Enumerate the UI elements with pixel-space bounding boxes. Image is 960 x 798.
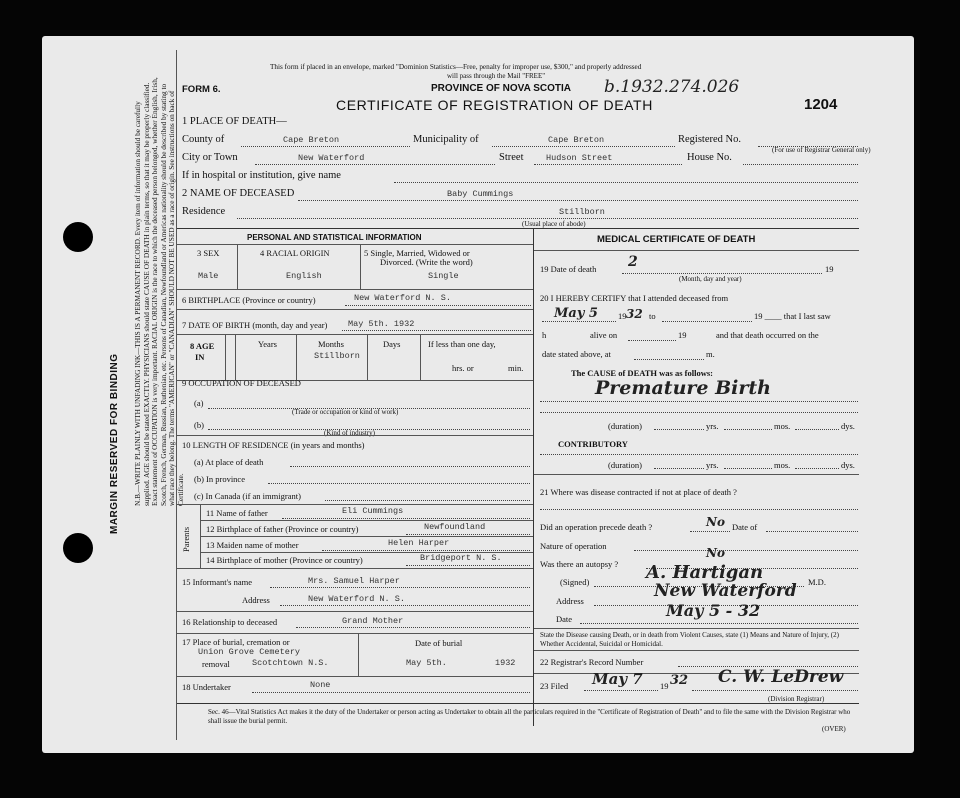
- operation-label: Did an operation precede death ?: [540, 522, 653, 532]
- autopsy-label: Was there an autopsy ?: [540, 559, 619, 569]
- contrib-duration: (duration): [608, 460, 642, 470]
- physician-signature: A. Hartigan: [646, 562, 764, 583]
- street-label: Street: [499, 152, 524, 163]
- binding-hole-bottom: [63, 533, 93, 563]
- over-label: (OVER): [822, 725, 846, 733]
- certify-label: 20 I HEREBY CERTIFY that I attended deceased from: [540, 293, 729, 303]
- residence-value: Stillborn: [559, 207, 605, 217]
- undertaker-label: 18 Undertaker: [182, 682, 231, 692]
- city-value: New Waterford: [298, 153, 365, 163]
- province-heading: PROVINCE OF NOVA SCOTIA: [431, 83, 572, 94]
- parents-label: Parents: [181, 526, 191, 552]
- registrar-signature: C. W. LeDrew: [718, 667, 844, 687]
- sex-value: Male: [198, 271, 219, 281]
- cause-duration: (duration): [608, 421, 642, 431]
- racial-origin-label: 4 RACIAL ORIGIN: [260, 248, 330, 258]
- county-value: Cape Breton: [283, 135, 340, 145]
- informant-address-label: Address: [242, 595, 270, 605]
- informant-address-value: New Waterford N. S.: [308, 594, 405, 604]
- burial-year-value: 1932: [495, 658, 516, 668]
- occupation-a-note: (Trade or occupation or kind of work): [292, 408, 399, 416]
- operation-date-label: Date of: [732, 522, 758, 532]
- page-title: CERTIFICATE OF REGISTRATION OF DEATH: [336, 97, 653, 113]
- contrib-mos: mos.: [774, 460, 791, 470]
- burial-place-value-2: Scotchtown N.S.: [252, 658, 329, 668]
- age-hrs-label: hrs. or: [452, 363, 474, 373]
- undertaker-value: None: [310, 680, 331, 690]
- alive-19: 19: [678, 330, 687, 340]
- municipality-label: Municipality of: [413, 134, 479, 145]
- md-label: M.D.: [808, 577, 826, 587]
- m-label: m.: [706, 349, 715, 359]
- date-stated-label: date stated above, at: [542, 349, 611, 359]
- mother-birthplace-value: Bridgeport N. S.: [420, 553, 502, 563]
- filed-date-value: May 7: [592, 670, 643, 688]
- age-years-header: Years: [258, 339, 277, 349]
- mother-name-value: Helen Harper: [388, 538, 450, 548]
- date-of-death-value: 2: [628, 254, 638, 270]
- father-name-value: Eli Cummings: [342, 506, 404, 516]
- deceased-name-value: Baby Cummings: [447, 189, 514, 199]
- mother-birthplace-label: 14 Birthplace of mother (Province or country): [206, 555, 363, 565]
- date-of-death-note: (Month, day and year): [679, 275, 742, 283]
- attended-from-year: 32: [626, 307, 643, 321]
- date-of-death-19: 19: [825, 264, 834, 274]
- occupation-a: (a): [194, 398, 204, 408]
- burial-place-value-1: Union Grove Cemetery: [198, 647, 301, 657]
- contrib-yrs: yrs.: [706, 460, 719, 470]
- filed-19: 19: [660, 681, 669, 691]
- occupation-b: (b): [194, 420, 204, 430]
- burial-place-label-2: removal: [202, 659, 230, 669]
- cause-of-death-label: The CAUSE of DEATH was as follows:: [571, 368, 713, 378]
- deceased-name-label: 2 NAME OF DECEASED: [182, 188, 295, 199]
- last-saw-label: 19 ____ that I last saw: [754, 311, 831, 321]
- municipality-value: Cape Breton: [548, 135, 605, 145]
- filed-label: 23 Filed: [540, 681, 569, 691]
- alive-on-label: alive on: [590, 330, 618, 340]
- cause-yrs: yrs.: [706, 421, 719, 431]
- medical-header: MEDICAL CERTIFICATE OF DEATH: [597, 234, 756, 245]
- margin-instructions: N.B.—WRITE PLAINLY WITH UNFADING INK—THIS IS A PERMANENT RECORD. Every item of information should be carefully supplied. AGE should be stated EXACTLY. PHYSICIANS should state CAUSE OF DEATH in plain terms, so that it may be properly classified. Exact statement of OCCUPATION is very important. RACIAL ORIGIN is the race to which the deceased person belonged, whether English, Irish, Scotch, French, German, Russian, Ruthenian, etc. Persons of Canadian, Newfoundland or Americas nationality should be described by stating to what race they belong. The terms "AMERICAN" or "CANADIAN" SHOULD NOT BE USED as a race of origin. See instructions on back of Certificate.: [133, 77, 185, 506]
- margin-title: MARGIN RESERVED FOR BINDING: [109, 353, 120, 534]
- county-label: County of: [182, 134, 225, 145]
- notice-line-1: This form if placed in an envelope, marked "Dominion Statistics—Free, penalty for improper use, $300," and properly addressed: [270, 63, 642, 71]
- certificate-paper: [42, 36, 914, 753]
- dob-label: 7 DATE OF BIRTH (month, day and year): [182, 320, 328, 330]
- registrar-use-note: (For use of Registrar General only): [772, 146, 871, 154]
- alive-h: h: [542, 330, 547, 340]
- alive-rest: and that death occurred on the: [716, 330, 819, 340]
- age-label-2: IN: [195, 352, 205, 362]
- birthplace-value: New Waterford N. S.: [354, 293, 451, 303]
- father-name-label: 11 Name of father: [206, 508, 268, 518]
- notice-line-2: will pass through the Mail "FREE": [447, 72, 546, 80]
- marital-label-2: Divorced. (Write the word): [380, 257, 473, 267]
- father-birthplace-label: 12 Birthplace of father (Province or country): [206, 524, 359, 534]
- sec-46-notice: Sec. 46—Vital Statistics Act makes it the duty of the Undertaker or person acting as Undertaker to obtain all the particulars required in the "Certificate of Registration of Death" and to file the same with the Division Registrar who shall issue the burial permit.: [208, 708, 851, 725]
- occupation-label: 9 OCCUPATION OF DECEASED: [182, 378, 301, 388]
- binding-hole-top: [63, 222, 93, 252]
- burial-date-label: Date of burial: [415, 638, 463, 648]
- certification-date-label: Date: [556, 614, 573, 624]
- disease-contracted-label: 21 Where was disease contracted if not at place of death ?: [540, 487, 737, 497]
- physician-address-value: New Waterford: [654, 581, 797, 601]
- racial-origin-value: English: [286, 271, 322, 281]
- father-birthplace-value: Newfoundland: [424, 522, 486, 532]
- division-registrar-note: (Division Registrar): [768, 695, 825, 703]
- mother-name-label: 13 Maiden name of mother: [206, 540, 299, 550]
- column-divider: [533, 228, 534, 726]
- form-number: FORM 6.: [182, 84, 221, 95]
- attended-from-date: May 5: [554, 306, 598, 321]
- registrar-record-label: 22 Registrar's Record Number: [540, 657, 644, 667]
- birthplace-label: 6 BIRTHPLACE (Province or country): [182, 295, 316, 305]
- cause-of-death-value: Premature Birth: [595, 377, 771, 399]
- operation-value: No: [706, 515, 725, 529]
- street-value: Hudson Street: [546, 153, 613, 163]
- burial-place-label-1: 17 Place of burial, cremation or: [182, 637, 290, 647]
- age-value: Stillborn: [314, 351, 360, 361]
- attended-to-label: to: [649, 311, 656, 321]
- physician-address-label: Address: [556, 596, 584, 606]
- place-of-death-label: 1 PLACE OF DEATH—: [182, 116, 287, 127]
- residence-in-canada: (c) In Canada (if an immigrant): [194, 491, 301, 501]
- informant-name-label: 15 Informant's name: [182, 577, 252, 587]
- age-min-label: min.: [508, 363, 524, 373]
- margin-divider: [176, 50, 177, 740]
- burial-date-value: May 5th.: [406, 658, 447, 668]
- occupation-b-note: (Kind of industry): [324, 429, 375, 437]
- city-label: City or Town: [182, 152, 238, 163]
- marital-label-1: 5 Single, Married, Widowed or: [364, 248, 470, 258]
- age-label-1: 8 AGE: [190, 341, 215, 351]
- cause-dys: dys.: [841, 421, 855, 431]
- contributory-label: CONTRIBUTORY: [558, 439, 628, 449]
- attended-from-19: 19: [618, 311, 627, 321]
- dob-value: May 5th. 1932: [348, 319, 415, 329]
- age-less-label: If less than one day,: [428, 339, 496, 349]
- signed-label: (Signed): [560, 577, 590, 587]
- hospital-label: If in hospital or institution, give name: [182, 170, 341, 181]
- residence-length-label: 10 LENGTH OF RESIDENCE (in years and months): [182, 440, 365, 450]
- age-days-header: Days: [383, 339, 401, 349]
- marital-value: Single: [428, 271, 459, 281]
- cause-mos: mos.: [774, 421, 791, 431]
- age-months-header: Months: [318, 339, 344, 349]
- residence-label: Residence: [182, 206, 226, 217]
- residence-in-province: (b) In province: [194, 474, 245, 484]
- contrib-dys: dys.: [841, 460, 855, 470]
- residence-note: (Usual place of abode): [522, 220, 586, 228]
- filed-year-value: 32: [670, 673, 689, 688]
- informant-name-value: Mrs. Samuel Harper: [308, 576, 400, 586]
- relationship-label: 16 Relationship to deceased: [182, 617, 278, 627]
- sex-label: 3 SEX: [197, 248, 220, 258]
- certificate-number: 1204: [804, 96, 838, 113]
- house-no-label: House No.: [687, 152, 732, 163]
- certification-date-value: May 5 - 32: [666, 601, 761, 620]
- personal-info-header: PERSONAL AND STATISTICAL INFORMATION: [247, 233, 422, 242]
- handwritten-file-number: b.1932.274.026: [604, 77, 740, 97]
- relationship-value: Grand Mother: [342, 616, 404, 626]
- registered-no-label: Registered No.: [678, 134, 741, 145]
- medical-footnote: State the Disease causing Death, or in death from Violent Causes, state (1) Means and Nature of Injury, (2) Whether Accidental, Suicidal or Homicidal.: [540, 631, 839, 648]
- date-of-death-label: 19 Date of death: [540, 264, 597, 274]
- nature-operation-label: Nature of operation: [540, 541, 607, 551]
- autopsy-value: No: [706, 546, 725, 560]
- residence-at-death: (a) At place of death: [194, 457, 264, 467]
